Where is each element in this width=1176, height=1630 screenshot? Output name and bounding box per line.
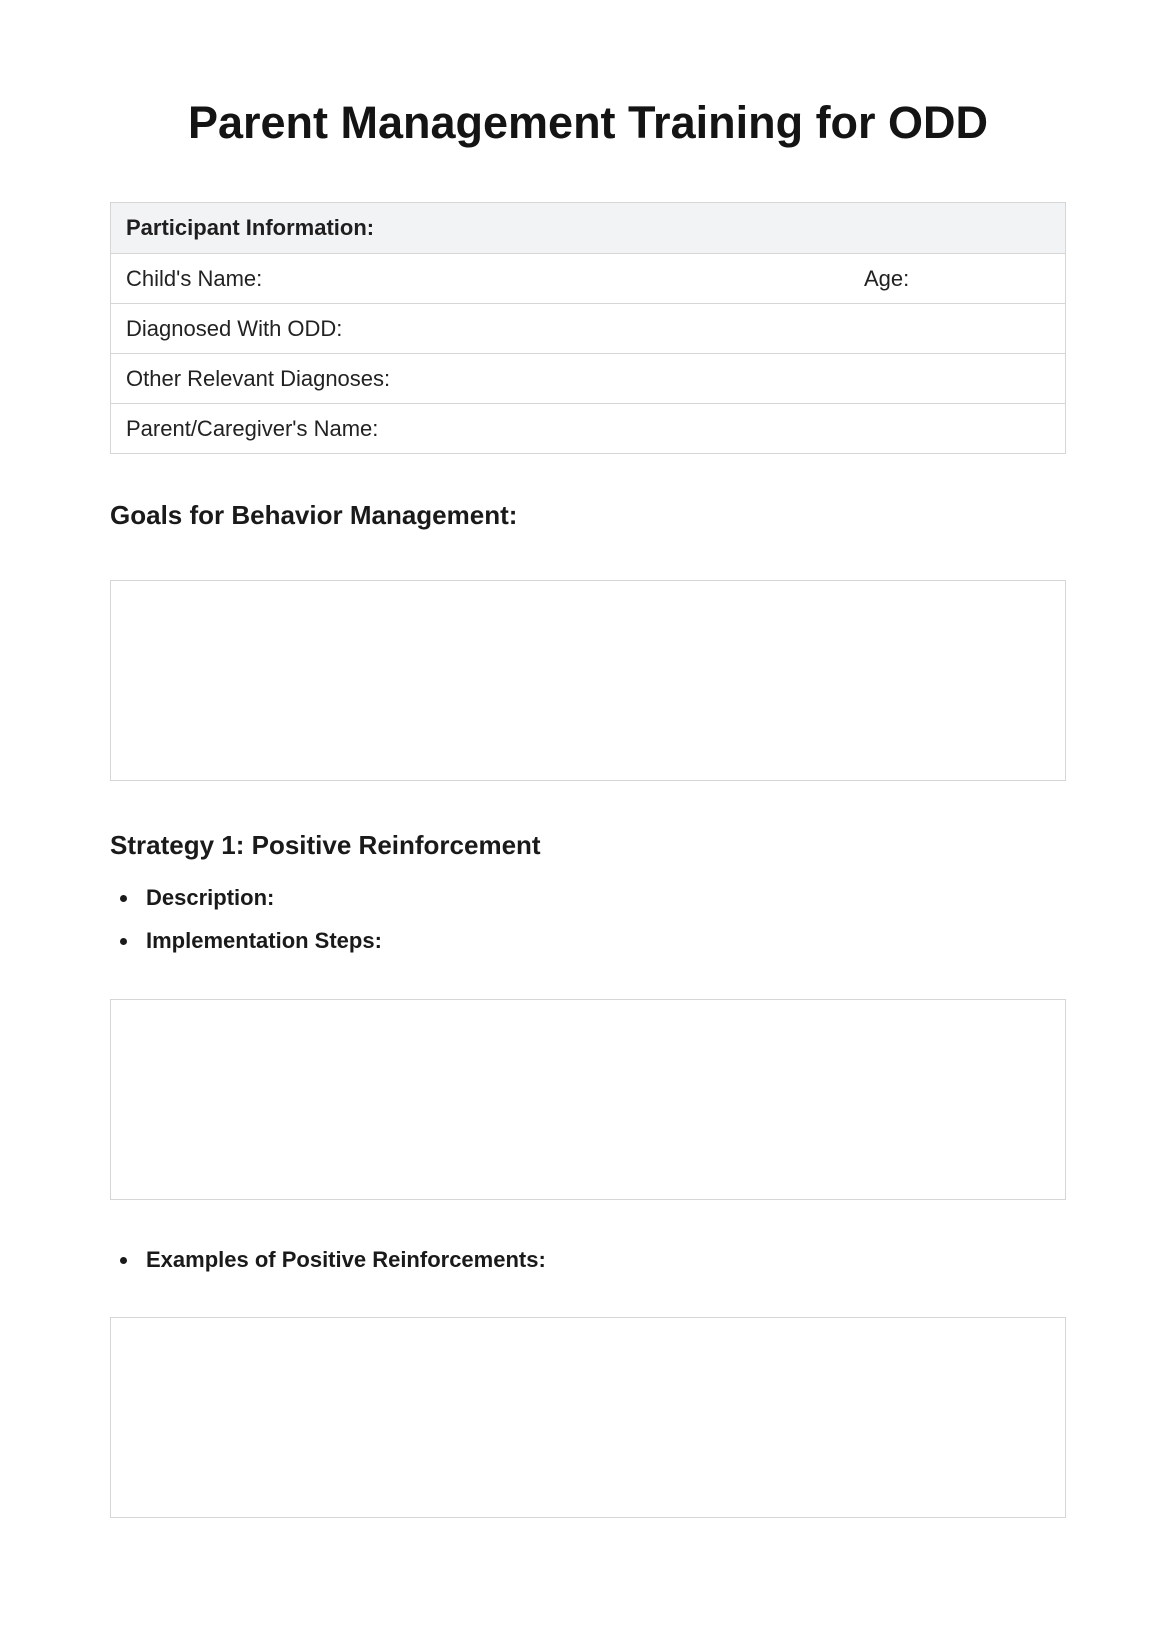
bullet-dot-icon — [120, 895, 127, 902]
childs-name-row[interactable] — [111, 253, 1065, 303]
caregiver-name-label: Parent/Caregiver's Name: — [126, 416, 379, 441]
implementation-steps-label: Implementation Steps: — [146, 928, 382, 953]
goals-textbox[interactable] — [110, 580, 1066, 781]
examples-textbox[interactable] — [110, 1317, 1066, 1518]
age-label: Age: — [864, 266, 910, 291]
caregiver-name-row[interactable] — [111, 403, 1065, 453]
page-title: Parent Management Training for ODD — [187, 97, 989, 148]
childs-name-label: Child's Name: — [126, 266, 263, 291]
participant-info-header — [111, 203, 1065, 253]
goals-heading: Goals for Behavior Management: — [110, 500, 518, 530]
examples-label: Examples of Positive Reinforcements: — [146, 1247, 546, 1272]
description-label: Description: — [146, 885, 275, 910]
diagnosed-with-odd-label: Diagnosed With ODD: — [126, 316, 343, 341]
implementation-steps-textbox[interactable] — [110, 999, 1066, 1200]
bullet-dot-icon — [120, 938, 127, 945]
other-diagnoses-row[interactable] — [111, 353, 1065, 403]
participant-info-table — [110, 202, 1066, 454]
other-diagnoses-label: Other Relevant Diagnoses: — [126, 366, 391, 391]
diagnosed-with-odd-row[interactable] — [111, 303, 1065, 353]
strategy1-heading: Strategy 1: Positive Reinforcement — [110, 830, 541, 860]
bullet-dot-icon — [120, 1257, 127, 1264]
participant-info-header-label: Participant Information: — [126, 215, 375, 240]
